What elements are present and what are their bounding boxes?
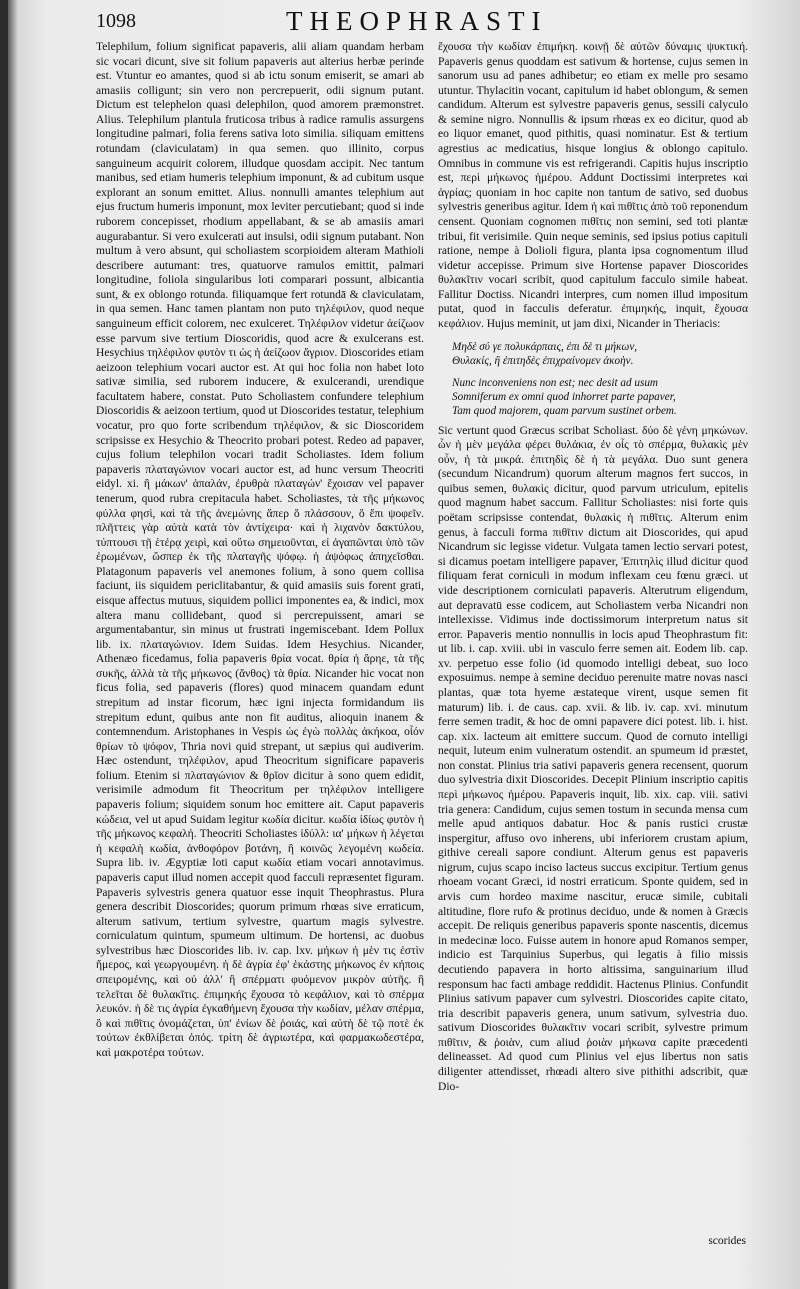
verse-line: Tam quod majorem, quam parvum sustinet orbem. bbox=[452, 404, 677, 417]
verse-line: Somniferum ex omni quod inhorret parte papaver, bbox=[452, 390, 676, 403]
verse-line: Nunc inconveniens non est; nec desit ad usum bbox=[452, 376, 658, 389]
verse-line: Μηδὲ σύ γε πολυκάρπαις, ἐπι δὲ τι μήκων, bbox=[452, 340, 638, 353]
page-header bbox=[96, 6, 760, 40]
book-page bbox=[8, 0, 800, 1289]
body-text-left: Telephilum, folium significat papaveris, alii aliam quandam herbam sic vocari dicunt, sive sit folium papaveris aut alterius herbæ perinde est. Vtuntur eo amantes, quod si ab ictu sonum emiserit, se amari ab amasiis colligunt; sin vero non percrepuerit, odii signum putant. Dictum est telephelon quasi delephilon, quod amorem præmonstret. Alius. Telephilum plantula fruticosa tribus à radice ramulis assurgens longitudine palmari, folia ferens sativa loto similia. siliquam emittens rotundam (claviculatam) in qua semen. quo illinito, corpus sanguineum acquirit colorem, illudque quosdam accipit. Nec tantum manibus, sed etiam humeris telephium imponunt, & ad cubitum usque explorant an sonum emittet. Alius. nonnulli amantes telephium aut ejus fructum humeris imponunt, mox leviter percutiebant; quod si inde ruborem concepisset, rhodium appellabant, & se ab amasiis amari augurabantur. Si vero exulcerati aut insulsi, odii signum putabant. Non multum à vero absunt, qui scholiastem scorpioidem alteram Mathioli describere autumant: tres, quatuorve ramulos emittit, palmari longitudine, foliola singularibus loti comparari possunt, albicantia sunt, & ex oblongo rotunda. filiquamque fert rotundā & claviculatam, in qua semen. Hanc tamen plantam non puto τηλέφιλον, quod neque sanguineum efficit colorem, nec exulceret. Τηλέφιλον videtur ἀείζωον esse parvum sive tertium Dioscoridis, quod acre & exulcerans est. Hesychius τηλέφιλον φυτὸν τι ὡς ἡ ἀείζωον ἄγριον. Dioscorides etiam aeizoon telephium vocari auctor est. At qui hoc folia non habet loto sativæ similia, sed ruborem inducere, & exulcerandi, urendique facultatem habere, constat. Puto Scholiastem confundere telephium Dioscoridis & aeizoon tertium, quod ut Dioscorides testatur, telephium vocatur, pro quo forte scribendum τηλέφιλον, & sic Dioscoridem scripsisse ex Hesychio & Theocrito probari potest. Redeo ad papaver, cujus folium telephilon vocari tradit Scholiastes. Idem folium papaveris πλαταγώνιον vocari auctor est, ad hunc versum Theocriti eidyl. xi. ἢ μάκων' ἁπαλάν, ἐρυθρὰ πλαταγών' ἔχοισαν vel papaver tenerum, quod rubra crepitacula habet. Scholiastes, τὰ τῆς μήκωνος φύλλα φησὶ, καὶ τὰ τῆς ἀνεμώνης ἅπερ ὅ πλάσσουν, ὅ ἔπι ψοφεῖν. πλῆττεις γὰρ αὐτὰ κατὰ τὸν ἀντίχειρα· καὶ ἡ λιχανὸν δακτύλου, τύπτουσι τῇ ἑτέρᾳ χειρὶ, καὶ οὕτω σημειοῦνται, εἰ ἀγαπῶνται ὑπὸ τῶν ἐρωμένων, ὥσπερ ἐκ τῆς πλαταγῆς ψόφῳ. ἡ ἀψόφως ἀπηχεῖσθαι. Platagonum papaveris vel anemones folium, à sono quem collisa faciunt, iis siquidem periclitabantur, & quid amasiis suis forent grati, eisque affectus mutuus, siquidem pollici imponentes ea, & indici, mox altera manu collidebant, quod si percrepuissent, amari se argumentabantur, sin minus ut frustrati ingemiscebant. Idem Pollux lib. ix. πλαταγώνιον. Idem Suidas. Idem Hesychius. Nicander, Athenæo ficedamus, folia papaveris θρία vocat. θρία ἡ ἄρηε, τὰ τῆς συκῆς, ἀλλὰ τὰ τῆς μήκωνος (ἄνθος) τὰ θρία. Nicander hic vocat non ficus folia, sed papaveris (flores) quod minacem quandam edunt strepitum ad instar ficorum, hæc igni injecta formidandum iis strepitum edunt, quibus ante non fit auditus, alioquin inanem & contemnendum. Aristophanes in Vespis ὡς ἐγὼ πολλὰς ἀκήκοα, οἷόν θρίων τὸ ψόφον, Thria novi quid strepant, ut sæpius qui audiverim. Hæc ostendunt, τηλέφιλον, apud Theocritum significare papaveris folium. Etenim si πλαταγώνιον & θρῖον dicitur à sono quem edidit, verisimile admodum fit Theocritum per τηλέφιλον intelligere papaveris folium; siquidem sonum hoc emittere ait. Caput papaveris κώδεια, vel ut apud Suidam legitur κωδία dicitur. κωδία ἰδίως φυτὸν ἡ τῆς μήκωνος κεφαλή. Theocriti Scholiastes ἰδύλλ: ια' μήκων ἡ λέγεται ἡ κεφαλὴ κωδία, ἀνθοφόρον βοτάνη, ἢ κοινῶς λεγομένη κωδεία. Supra lib. iv. Ægyptiæ loti caput κωδία etiam vocari annotavimus. papaveris caput illud nomen accepit quod facculi repræsentet figuram. Papaveris sylvestris genera quatuor esse inquit Theophrastus. Plura genera describit Dioscorides; quorum primum rhœas sive erraticum, alterum sativum, tertium sylvestre, quartum magis sylvestre. corniculatum quintum, spumeum ultimum. De hortensi, ac duobus sylvestribus hæc Dioscorides lib. iv. cap. lxv. μήκων ἡ μὲν τις ἐστὶν ἥμερος, καὶ γεωργουμένη. ἡ δὲ ἀγρία ἐφ' ἑκάστης μήκωνος ἐν κήποις σπειρομένης, καὶ οὐ ἀλλ' ἢ σπέρματι φυόμενον μικρὸν αὐτῆς. ἣ τελεῖται δὲ θυλακῖτις. ἐπιμηκής ἔχουσα τὸ κεφάλιον, καὶ τὸ σπέρμα λευκόν. ἡ δὲ τις ἀγρία ἐγκαθήμενη ἔχουσα τὴν κωδίαν, μέλαν σπέρμα, ὃ καὶ πιθῖτις ὀνομάζεται, ὑπ' ἐνίων δὲ ῥοιάς, καὶ αὐτὴ δὲ τῷ ποτὲ ἐκ τούτων ἐκθλίβεται ὀπός. τρίτη δὲ ἀγριωτέρα, καὶ φαρμακωδεστέρα, καὶ μακροτέρα τούτων. bbox=[96, 41, 424, 1059]
catchword: scorides bbox=[708, 1235, 746, 1247]
latin-verse bbox=[452, 376, 748, 418]
left-column bbox=[96, 40, 424, 1190]
verse-line: Θυλακίς, ἢ ἐπιτηδὲς ἐπιχραίνομεν ἀκοὴν. bbox=[452, 354, 634, 367]
body-text-right-intro: ἔχουσα τὴν κωδίαν ἐπιμήκη. κοινῇ δὲ αὐτῶν δύναμις ψυκτική. Papaveris genus quoddam est sativum & hortense, cujus semen in sanorum usu ad panes adhibetur; eo etiam ex melle pro sesamo utuntur. Thylacitin vocant, capitulum id habet oblongum, & semen candidum. Alterum est sylvestre papaveris genus, sessili calyculo & semine nigro. Nonnullis & ipsum rhœas ex eo dicitur, quod ab eo liquor emanet, quod pithitis, quasi nominatur. Est & tertium agrestius ac medicatius, hisque longius & oblongo capitulo. Omnibus in commune vis est refrigerandi. Capitis hujus inscriptio est, περὶ μήκωνος ἡμέρου. Addunt Doctissimi interpretes καὶ ἀγρίας; quoniam in hoc capite non tantum de sativo, sed duobus sylvestris generibus agitur. Idem ἡ καὶ πιθῖτις ἀπὸ τοῦ reponendum censent. Quoniam cognomen πιθῖτις non semini, sed toti plantæ tribui, fit verisimile. Quin neque seminis, sed ipsius potius capituli ratione, nempe à Dolioli figura, planta ipsa cognomentum illud videtur accepisse. Primum sive Hortense papaver Dioscorides θυλακῖτιν vocari scribit, quod capitulum facculo simile habeat. Fallitur Doctiss. Nicandri interpres, cum nomen illud impositum putat, quod in facculis deferatur. ἐπιμηκής, inquit, ἔχουσα κεφάλιον. Hujus meminit, ut jam dixi, Nicander in Theriacis: bbox=[438, 41, 748, 330]
page-number: 1098 bbox=[96, 10, 136, 32]
body-text-right: Sic vertunt quod Græcus scribat Scholiast. δύο δὲ γένη μηκώνων. ὧν ἡ μὲν μεγάλα φέρει θυλάκια, ἐν οἷς τὸ σπέρμα, θυλακὶς μὲν οὖν, ἡ τὰ μικρά. ἐπιτηδὶς δὲ ἡ τὰ μεγάλα. Duo sunt genera (secundum Nicandrum) quorum alterum magnos fert succos, in quibus semen, θυλακὶς dicitur, quod parvum utriculum, epitelis quod magnum habet saccum. Fallitur Scholiastes: nisi forte quis poëtam scripsisse contendat, θυλακὶς ἡ πιθῖτις. Alterum enim genus, à facculi forma πιθῖτιν dictum ait Dioscorides, qui apud Nicandrum sic legisse videtur. Vulgata tamen lectio servari potest, si dicamus poetam intelligere papaver, Ἐπιτηλὶς illud dicitur quod filiquam ferat corniculi in modum inflexam ceu fœnu græci. ut vide descriptionem corniculati papaveris. Alterutrum eligendum, aut depravatū esse codicem, aut Scholiastem verba Nicandri non intellexisse. Vidimus inde doctissimorum interpretum natus sit error. Papaveris mentio nonnullis in locis apud Theophrastum fit: ut lib. i. cap. xviii. ubi in vasculo ferre semen ait. Eodem lib. cap. xv. perpetuo esse folio (id quomodo intelligi debeat, suo loco exposuimus. nempe à semine deciduo perenuite matre novas nasci plantas, quæ tota hyeme æstateque virent, usque semen fit maturum) lib. i. de caus. cap. xvii. & lib. iv. cap. xvi. minutum ferre semen tradit, & hoc de omni papavere dici potest. lib. i. hist. cap. xix. lacteum ait emittere succum. Quod de cornuto intelligi nequit, luteum enim vulneratum ostendit. an spumeum id præstet, non constat. Plinius tria sativi papaveris genera recensent, quorum duo sylvestria dixit Dioscorides. Decepit Plinium inscriptio capitis περὶ μήκωνος ἡμέρου. Papaveris inquit, lib. xix. cap. viii. sativi tria genera: Candidum, cujus semen tostum in secunda mensa cum melle apud antiquos dabatur. Hoc & panis rustici crustæ inspergitur, affuso ovo inherens, ubi inferiorem crustam apium, githive cereali sapore condiunt. Alterum genus est papaveris nigrum, cujus scapo inciso lacteus succus excipitur. Tertium genus rhoeam vocant Græci, id nostri erraticum. Sponte quidem, sed in arvis cum hordeo maxime nascitur, erucæ simile, cubitali altitudine, flore rufo & protinus deciduo, unde & nomen à Græcis accepit. De reliquis generibus papaveris sponte nascentis, dicemus in medecinæ loco. Fuisse autem in honore apud Romanos semper, indicio est Tarquinius Superbus, qui legatis à filio missis decutiendo papavera in horto altissima, sanguinarium illud responsum hac facti ambage reddidit. Hactenus Plinius. Confundit Plinius sativum papaver cum sylvestri. Dioscorides capite citato, tria describit papaveris genera, unum sativum, sylvestria duo. sativum Dioscorides θυλακῖτιν vocari scribit, sylvestre primum πιθῖτιν, & ῥοιὰν, cum aliud ῥοιὰν μήκωνα capite præcedenti delineasset. Ad quod cum Plinius vel ejus libertus non satis diligenter attendisset, rhœadi altero sive pithithi adscribit, quæ Dio- bbox=[438, 424, 748, 1093]
greek-verse bbox=[452, 340, 748, 368]
running-head: THEOPHRASTI bbox=[286, 6, 548, 36]
right-column bbox=[438, 40, 748, 1275]
